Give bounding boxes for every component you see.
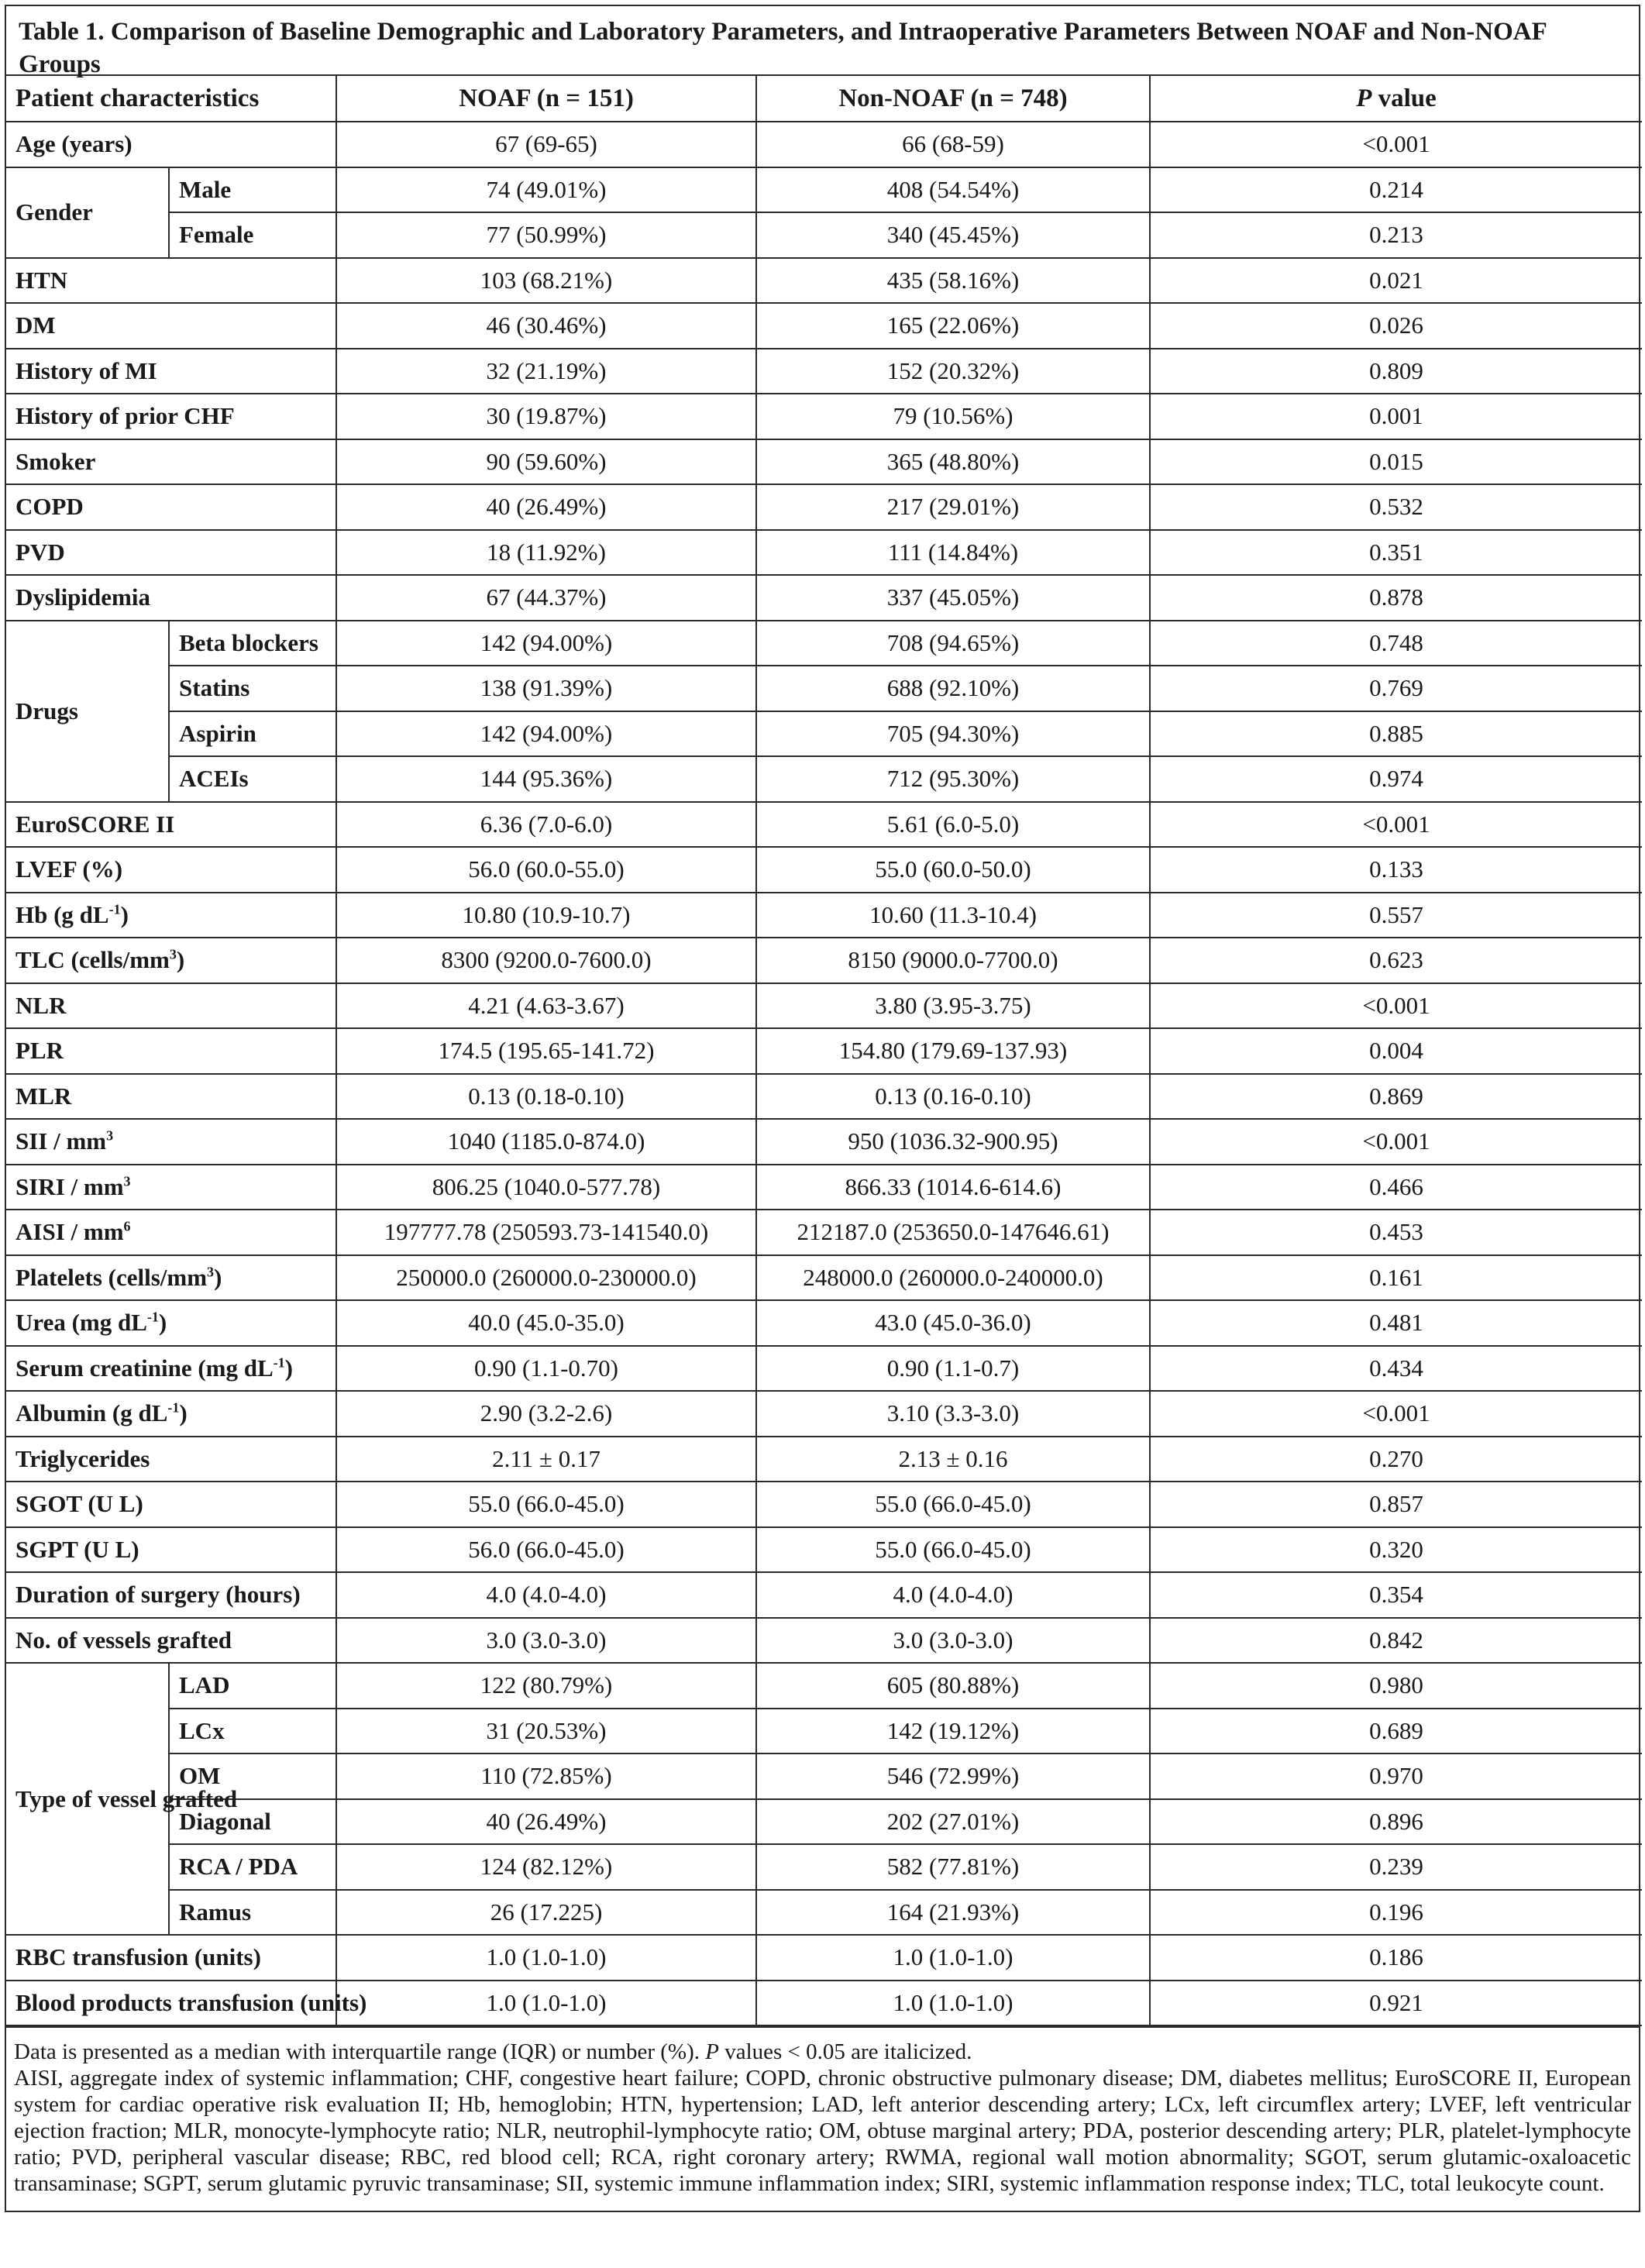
cell-non-noaf: 79 (10.56%) xyxy=(756,394,1150,439)
footnote-note-text: Data is presented as a median with interquartile range (IQR) or number (%). xyxy=(14,2039,706,2064)
row-label xyxy=(6,394,336,439)
header-p-value xyxy=(1150,76,1642,122)
row-label-text: Dyslipidemia xyxy=(15,583,150,611)
cell-p-value: 0.214 xyxy=(1150,167,1642,213)
cell-noaf: 55.0 (66.0-45.0) xyxy=(336,1482,756,1527)
cell-p-value: 0.001 xyxy=(1150,394,1642,439)
cell-non-noaf: 2.13 ± 0.16 xyxy=(756,1437,1150,1482)
table-row xyxy=(6,983,1642,1029)
row-label xyxy=(6,1300,336,1346)
row-sub-label: ACEIs xyxy=(169,756,336,802)
row-sub-label: Aspirin xyxy=(169,711,336,757)
cell-non-noaf: 142 (19.12%) xyxy=(756,1709,1150,1754)
table-row xyxy=(6,1527,1642,1573)
row-label xyxy=(6,847,336,893)
cell-p-value: <0.001 xyxy=(1150,983,1642,1029)
row-label-superscript: 3 xyxy=(207,1264,215,1280)
row-group-label: Drugs xyxy=(6,621,169,802)
cell-noaf: 250000.0 (260000.0-230000.0) xyxy=(336,1255,756,1301)
row-label-text: Albumin (g dL xyxy=(15,1399,168,1427)
cell-p-value: 0.885 xyxy=(1150,711,1642,757)
table-row xyxy=(6,212,1642,258)
table-row xyxy=(6,1119,1642,1165)
cell-noaf: 40 (26.49%) xyxy=(336,484,756,530)
row-label-text: Duration of surgery (hours) xyxy=(15,1581,301,1609)
table-row xyxy=(6,439,1642,485)
row-label-superscript: -1 xyxy=(146,1309,159,1325)
row-label-text: Smoker xyxy=(15,447,96,475)
row-label xyxy=(6,530,336,576)
cell-non-noaf: 55.0 (66.0-45.0) xyxy=(756,1482,1150,1527)
table-row xyxy=(6,1890,1642,1936)
cell-noaf: 40 (26.49%) xyxy=(336,1799,756,1845)
cell-non-noaf: 43.0 (45.0-36.0) xyxy=(756,1300,1150,1346)
cell-p-value: 0.980 xyxy=(1150,1663,1642,1709)
table-footnote xyxy=(6,2026,1639,2211)
row-label-text: History of prior CHF xyxy=(15,402,235,430)
cell-non-noaf: 712 (95.30%) xyxy=(756,756,1150,802)
row-label-text: Platelets (cells/mm xyxy=(15,1263,208,1291)
data-table xyxy=(6,76,1642,2026)
row-label-suffix: ) xyxy=(179,1399,188,1427)
cell-noaf: 18 (11.92%) xyxy=(336,530,756,576)
table-row xyxy=(6,1300,1642,1346)
header-row xyxy=(6,76,1642,122)
row-label-text: SGPT (U L) xyxy=(15,1535,139,1563)
cell-p-value: 0.481 xyxy=(1150,1300,1642,1346)
cell-noaf: 30 (19.87%) xyxy=(336,394,756,439)
table-row xyxy=(6,258,1642,304)
cell-non-noaf: 154.80 (179.69-137.93) xyxy=(756,1028,1150,1074)
table-row xyxy=(6,1255,1642,1301)
row-label xyxy=(6,1165,336,1210)
table-row xyxy=(6,938,1642,983)
row-label-text: Blood products transfusion (units) xyxy=(15,1988,367,2016)
cell-p-value: 0.351 xyxy=(1150,530,1642,576)
cell-non-noaf: 55.0 (66.0-45.0) xyxy=(756,1527,1150,1573)
cell-p-value: 0.532 xyxy=(1150,484,1642,530)
cell-noaf: 2.11 ± 0.17 xyxy=(336,1437,756,1482)
cell-p-value: 0.466 xyxy=(1150,1165,1642,1210)
row-label-text: HTN xyxy=(15,266,68,294)
cell-noaf: 8300 (9200.0-7600.0) xyxy=(336,938,756,983)
row-label xyxy=(6,802,336,848)
cell-noaf: 122 (80.79%) xyxy=(336,1663,756,1709)
cell-p-value: 0.748 xyxy=(1150,621,1642,666)
row-label-text: PLR xyxy=(15,1037,64,1065)
cell-noaf: 142 (94.00%) xyxy=(336,711,756,757)
row-label-text: COPD xyxy=(15,493,84,521)
table-row xyxy=(6,711,1642,757)
table-row xyxy=(6,303,1642,349)
cell-non-noaf: 688 (92.10%) xyxy=(756,666,1150,711)
row-label xyxy=(6,1028,336,1074)
cell-noaf: 46 (30.46%) xyxy=(336,303,756,349)
cell-noaf: 110 (72.85%) xyxy=(336,1753,756,1799)
row-label xyxy=(6,1255,336,1301)
cell-p-value: 0.004 xyxy=(1150,1028,1642,1074)
cell-non-noaf: 605 (80.88%) xyxy=(756,1663,1150,1709)
table-row xyxy=(6,1844,1642,1890)
row-label xyxy=(6,1981,367,2026)
cell-noaf: 1.0 (1.0-1.0) xyxy=(336,1981,756,2026)
cell-p-value: 0.974 xyxy=(1150,756,1642,802)
row-label-text: History of MI xyxy=(15,356,157,384)
header-characteristics: Patient characteristics xyxy=(6,76,336,122)
row-label-superscript: -1 xyxy=(273,1354,285,1371)
row-label xyxy=(6,258,336,304)
cell-p-value: 0.878 xyxy=(1150,575,1642,621)
cell-non-noaf: 3.0 (3.0-3.0) xyxy=(756,1618,1150,1664)
table-row xyxy=(6,847,1642,893)
row-group-label: Type of vessel grafted xyxy=(6,1663,169,1935)
cell-non-noaf: 5.61 (6.0-5.0) xyxy=(756,802,1150,848)
cell-p-value: 0.842 xyxy=(1150,1618,1642,1664)
table-row xyxy=(6,1391,1642,1437)
table-row xyxy=(6,167,1642,213)
table-row xyxy=(6,756,1642,802)
cell-noaf: 4.0 (4.0-4.0) xyxy=(336,1572,756,1618)
table-row xyxy=(6,1165,1642,1210)
cell-noaf: 142 (94.00%) xyxy=(336,621,756,666)
row-label-text: EuroSCORE II xyxy=(15,810,175,838)
cell-noaf: 67 (69-65) xyxy=(336,122,756,167)
row-label-text: PVD xyxy=(15,538,65,566)
row-sub-label: Female xyxy=(169,212,336,258)
cell-non-noaf: 55.0 (60.0-50.0) xyxy=(756,847,1150,893)
row-sub-label: Beta blockers xyxy=(169,621,336,666)
table-row xyxy=(6,1074,1642,1120)
cell-p-value: 0.970 xyxy=(1150,1753,1642,1799)
row-label xyxy=(6,1618,336,1664)
row-sub-label: Statins xyxy=(169,666,336,711)
cell-non-noaf: 212187.0 (253650.0-147646.61) xyxy=(756,1210,1150,1255)
cell-non-noaf: 1.0 (1.0-1.0) xyxy=(756,1981,1150,2026)
footnote-abbreviations: AISI, aggregate index of systemic inflammation; CHF, congestive heart failure; COPD, chronic obstructive pulmonary disease; DM, diabetes mellitus; EuroSCORE II, European system for cardiac operative risk evaluation II; Hb, hemoglobin; HTN, hypertension; LAD, left anterior descending artery; LCx, left circumflex artery; LVEF, left ventricular ejection fraction; MLR, monocyte-lymphocyte ratio; NLR, neutrophil-lymphocyte ratio; OM, obtuse marginal artery; PDA, posterior descending artery; PLR, platelet-lymphocyte ratio; PVD, peripheral vascular disease; RBC, red blood cell; RCA, right coronary artery; RWMA, regional wall motion abnormality; SGOT, serum glutamic-oxaloacetic transaminase; SGPT, serum glutamic pyruvic transaminase; SII, systemic immune inflammation index; SIRI, systemic inflammation response index; TLC, total leukocyte count. xyxy=(14,2066,1631,2196)
cell-p-value: 0.270 xyxy=(1150,1437,1642,1482)
header-noaf: NOAF (n = 151) xyxy=(336,76,756,122)
row-label xyxy=(6,1210,336,1255)
table-row xyxy=(6,1935,1642,1981)
cell-p-value: 0.026 xyxy=(1150,303,1642,349)
cell-non-noaf: 337 (45.05%) xyxy=(756,575,1150,621)
row-label-superscript: 3 xyxy=(169,946,177,962)
table-row xyxy=(6,1663,1642,1709)
header-non-noaf: Non-NOAF (n = 748) xyxy=(756,76,1150,122)
cell-non-noaf: 111 (14.84%) xyxy=(756,530,1150,576)
cell-noaf: 138 (91.39%) xyxy=(336,666,756,711)
cell-non-noaf: 408 (54.54%) xyxy=(756,167,1150,213)
row-label-text: Age (years) xyxy=(15,130,132,158)
row-label-text: Serum creatinine (mg dL xyxy=(15,1354,274,1382)
row-label-text: TLC (cells/mm xyxy=(15,946,170,974)
table-row xyxy=(6,394,1642,439)
cell-noaf: 0.90 (1.1-0.70) xyxy=(336,1346,756,1392)
row-sub-label: Male xyxy=(169,167,336,213)
header-p-italic: P xyxy=(1356,84,1372,112)
row-sub-label: Ramus xyxy=(169,1890,336,1936)
cell-noaf: 77 (50.99%) xyxy=(336,212,756,258)
cell-p-value: <0.001 xyxy=(1150,802,1642,848)
cell-noaf: 1040 (1185.0-874.0) xyxy=(336,1119,756,1165)
row-label-suffix: ) xyxy=(120,900,129,928)
cell-p-value: 0.015 xyxy=(1150,439,1642,485)
cell-p-value: 0.021 xyxy=(1150,258,1642,304)
row-label-text: Hb (g dL xyxy=(15,900,109,928)
table-row xyxy=(6,1482,1642,1527)
cell-p-value: 0.320 xyxy=(1150,1527,1642,1573)
table-body xyxy=(6,122,1642,2025)
row-label-superscript: -1 xyxy=(108,901,121,917)
cell-non-noaf: 152 (20.32%) xyxy=(756,349,1150,394)
row-label-superscript: -1 xyxy=(167,1399,180,1416)
cell-non-noaf: 10.60 (11.3-10.4) xyxy=(756,893,1150,938)
cell-noaf: 10.80 (10.9-10.7) xyxy=(336,893,756,938)
table-row xyxy=(6,1753,1642,1799)
cell-p-value: <0.001 xyxy=(1150,1391,1642,1437)
cell-non-noaf: 164 (21.93%) xyxy=(756,1890,1150,1936)
cell-p-value: <0.001 xyxy=(1150,122,1642,167)
cell-non-noaf: 0.90 (1.1-0.7) xyxy=(756,1346,1150,1392)
footnote-data-note xyxy=(14,2039,1631,2065)
cell-p-value: 0.857 xyxy=(1150,1482,1642,1527)
cell-noaf: 806.25 (1040.0-577.78) xyxy=(336,1165,756,1210)
row-label-text: AISI / mm xyxy=(15,1218,124,1246)
cell-p-value: 0.133 xyxy=(1150,847,1642,893)
row-label xyxy=(6,1074,336,1120)
cell-non-noaf: 546 (72.99%) xyxy=(756,1753,1150,1799)
row-label xyxy=(6,1391,336,1437)
cell-noaf: 31 (20.53%) xyxy=(336,1709,756,1754)
footnote-note-tail: values < 0.05 are italicized. xyxy=(718,2039,972,2064)
table-caption: Table 1. Comparison of Baseline Demographic and Laboratory Parameters, and Intraoperative Parameters Between NOAF and Non-NOAF Groups xyxy=(6,6,1639,76)
row-label xyxy=(6,1935,336,1981)
cell-p-value: 0.354 xyxy=(1150,1572,1642,1618)
row-label-text: LVEF (%) xyxy=(15,855,123,883)
row-label xyxy=(6,983,336,1029)
cell-non-noaf: 435 (58.16%) xyxy=(756,258,1150,304)
cell-non-noaf: 8150 (9000.0-7700.0) xyxy=(756,938,1150,983)
cell-noaf: 1.0 (1.0-1.0) xyxy=(336,1935,756,1981)
cell-p-value: 0.809 xyxy=(1150,349,1642,394)
cell-noaf: 2.90 (3.2-2.6) xyxy=(336,1391,756,1437)
table-row xyxy=(6,484,1642,530)
row-label xyxy=(6,1527,336,1573)
cell-non-noaf: 705 (94.30%) xyxy=(756,711,1150,757)
cell-non-noaf: 866.33 (1014.6-614.6) xyxy=(756,1165,1150,1210)
cell-non-noaf: 165 (22.06%) xyxy=(756,303,1150,349)
table-row xyxy=(6,1210,1642,1255)
cell-p-value: 0.434 xyxy=(1150,1346,1642,1392)
cell-p-value: 0.869 xyxy=(1150,1074,1642,1120)
table-row xyxy=(6,122,1642,167)
cell-non-noaf: 66 (68-59) xyxy=(756,122,1150,167)
cell-noaf: 26 (17.225) xyxy=(336,1890,756,1936)
cell-noaf: 197777.78 (250593.73-141540.0) xyxy=(336,1210,756,1255)
row-label xyxy=(6,1346,336,1392)
table-row xyxy=(6,349,1642,394)
row-label xyxy=(6,1119,336,1165)
table-row xyxy=(6,1346,1642,1392)
row-sub-label: LAD xyxy=(169,1663,336,1709)
footnote-p-italic: P xyxy=(705,2039,719,2064)
cell-non-noaf: 950 (1036.32-900.95) xyxy=(756,1119,1150,1165)
cell-p-value: 0.689 xyxy=(1150,1709,1642,1754)
row-label-suffix: ) xyxy=(214,1263,222,1291)
cell-non-noaf: 248000.0 (260000.0-240000.0) xyxy=(756,1255,1150,1301)
row-label-text: DM xyxy=(15,311,56,339)
cell-non-noaf: 1.0 (1.0-1.0) xyxy=(756,1935,1150,1981)
cell-noaf: 56.0 (60.0-55.0) xyxy=(336,847,756,893)
table-row xyxy=(6,530,1642,576)
row-label xyxy=(6,484,336,530)
row-sub-label: LCx xyxy=(169,1709,336,1754)
row-label-superscript: 3 xyxy=(106,1127,114,1144)
cell-noaf: 0.13 (0.18-0.10) xyxy=(336,1074,756,1120)
cell-p-value: 0.557 xyxy=(1150,893,1642,938)
cell-non-noaf: 365 (48.80%) xyxy=(756,439,1150,485)
table-row xyxy=(6,666,1642,711)
cell-non-noaf: 4.0 (4.0-4.0) xyxy=(756,1572,1150,1618)
row-label xyxy=(6,303,336,349)
row-label-text: No. of vessels grafted xyxy=(15,1626,232,1654)
table-row xyxy=(6,1981,1642,2026)
cell-noaf: 32 (21.19%) xyxy=(336,349,756,394)
row-label xyxy=(6,122,336,167)
cell-p-value: 0.896 xyxy=(1150,1799,1642,1845)
table-document xyxy=(5,5,1640,2212)
cell-noaf: 144 (95.36%) xyxy=(336,756,756,802)
row-label-text: Triglycerides xyxy=(15,1444,150,1472)
cell-noaf: 67 (44.37%) xyxy=(336,575,756,621)
row-label-text: Urea (mg dL xyxy=(15,1309,147,1337)
cell-p-value: 0.623 xyxy=(1150,938,1642,983)
table-row xyxy=(6,1618,1642,1664)
row-label xyxy=(6,575,336,621)
cell-p-value: 0.161 xyxy=(1150,1255,1642,1301)
row-label xyxy=(6,1572,336,1618)
row-sub-label: RCA / PDA xyxy=(169,1844,336,1890)
row-label-superscript: 3 xyxy=(123,1173,131,1189)
cell-non-noaf: 202 (27.01%) xyxy=(756,1799,1150,1845)
cell-non-noaf: 217 (29.01%) xyxy=(756,484,1150,530)
row-label-text: SIRI / mm xyxy=(15,1172,124,1200)
row-sub-label: Diagonal xyxy=(169,1799,336,1845)
table-row xyxy=(6,1709,1642,1754)
table-row xyxy=(6,802,1642,848)
cell-p-value: <0.001 xyxy=(1150,1119,1642,1165)
row-label-suffix: ) xyxy=(158,1309,167,1337)
cell-noaf: 3.0 (3.0-3.0) xyxy=(336,1618,756,1664)
cell-noaf: 56.0 (66.0-45.0) xyxy=(336,1527,756,1573)
row-label xyxy=(6,938,336,983)
row-group-label: Gender xyxy=(6,167,169,258)
cell-non-noaf: 582 (77.81%) xyxy=(756,1844,1150,1890)
table-row xyxy=(6,1028,1642,1074)
cell-noaf: 124 (82.12%) xyxy=(336,1844,756,1890)
cell-non-noaf: 3.10 (3.3-3.0) xyxy=(756,1391,1150,1437)
table-row xyxy=(6,621,1642,666)
row-label xyxy=(6,439,336,485)
cell-p-value: 0.239 xyxy=(1150,1844,1642,1890)
row-label-text: NLR xyxy=(15,991,67,1019)
row-label xyxy=(6,1437,336,1482)
cell-noaf: 174.5 (195.65-141.72) xyxy=(336,1028,756,1074)
row-label-superscript: 6 xyxy=(123,1218,131,1234)
row-label-text: RBC transfusion (units) xyxy=(15,1943,261,1971)
cell-p-value: 0.186 xyxy=(1150,1935,1642,1981)
row-label-suffix: ) xyxy=(176,946,185,974)
cell-non-noaf: 340 (45.45%) xyxy=(756,212,1150,258)
row-label-suffix: ) xyxy=(284,1354,293,1382)
cell-noaf: 103 (68.21%) xyxy=(336,258,756,304)
cell-p-value: 0.921 xyxy=(1150,1981,1642,2026)
cell-noaf: 4.21 (4.63-3.67) xyxy=(336,983,756,1029)
cell-non-noaf: 0.13 (0.16-0.10) xyxy=(756,1074,1150,1120)
row-label xyxy=(6,349,336,394)
row-label-text: SII / mm xyxy=(15,1127,107,1155)
cell-noaf: 6.36 (7.0-6.0) xyxy=(336,802,756,848)
row-label xyxy=(6,1482,336,1527)
cell-non-noaf: 708 (94.65%) xyxy=(756,621,1150,666)
header-p-rest: value xyxy=(1371,84,1437,112)
cell-p-value: 0.213 xyxy=(1150,212,1642,258)
cell-noaf: 40.0 (45.0-35.0) xyxy=(336,1300,756,1346)
cell-noaf: 90 (59.60%) xyxy=(336,439,756,485)
row-label-text: MLR xyxy=(15,1082,72,1110)
table-row xyxy=(6,1437,1642,1482)
table-row xyxy=(6,893,1642,938)
cell-p-value: 0.196 xyxy=(1150,1890,1642,1936)
table-row xyxy=(6,575,1642,621)
table-row xyxy=(6,1572,1642,1618)
table-row xyxy=(6,1799,1642,1845)
cell-non-noaf: 3.80 (3.95-3.75) xyxy=(756,983,1150,1029)
cell-noaf: 74 (49.01%) xyxy=(336,167,756,213)
row-sub-label: OM xyxy=(169,1753,336,1799)
row-label-text: SGOT (U L) xyxy=(15,1490,143,1518)
cell-p-value: 0.769 xyxy=(1150,666,1642,711)
cell-p-value: 0.453 xyxy=(1150,1210,1642,1255)
row-label xyxy=(6,893,336,938)
